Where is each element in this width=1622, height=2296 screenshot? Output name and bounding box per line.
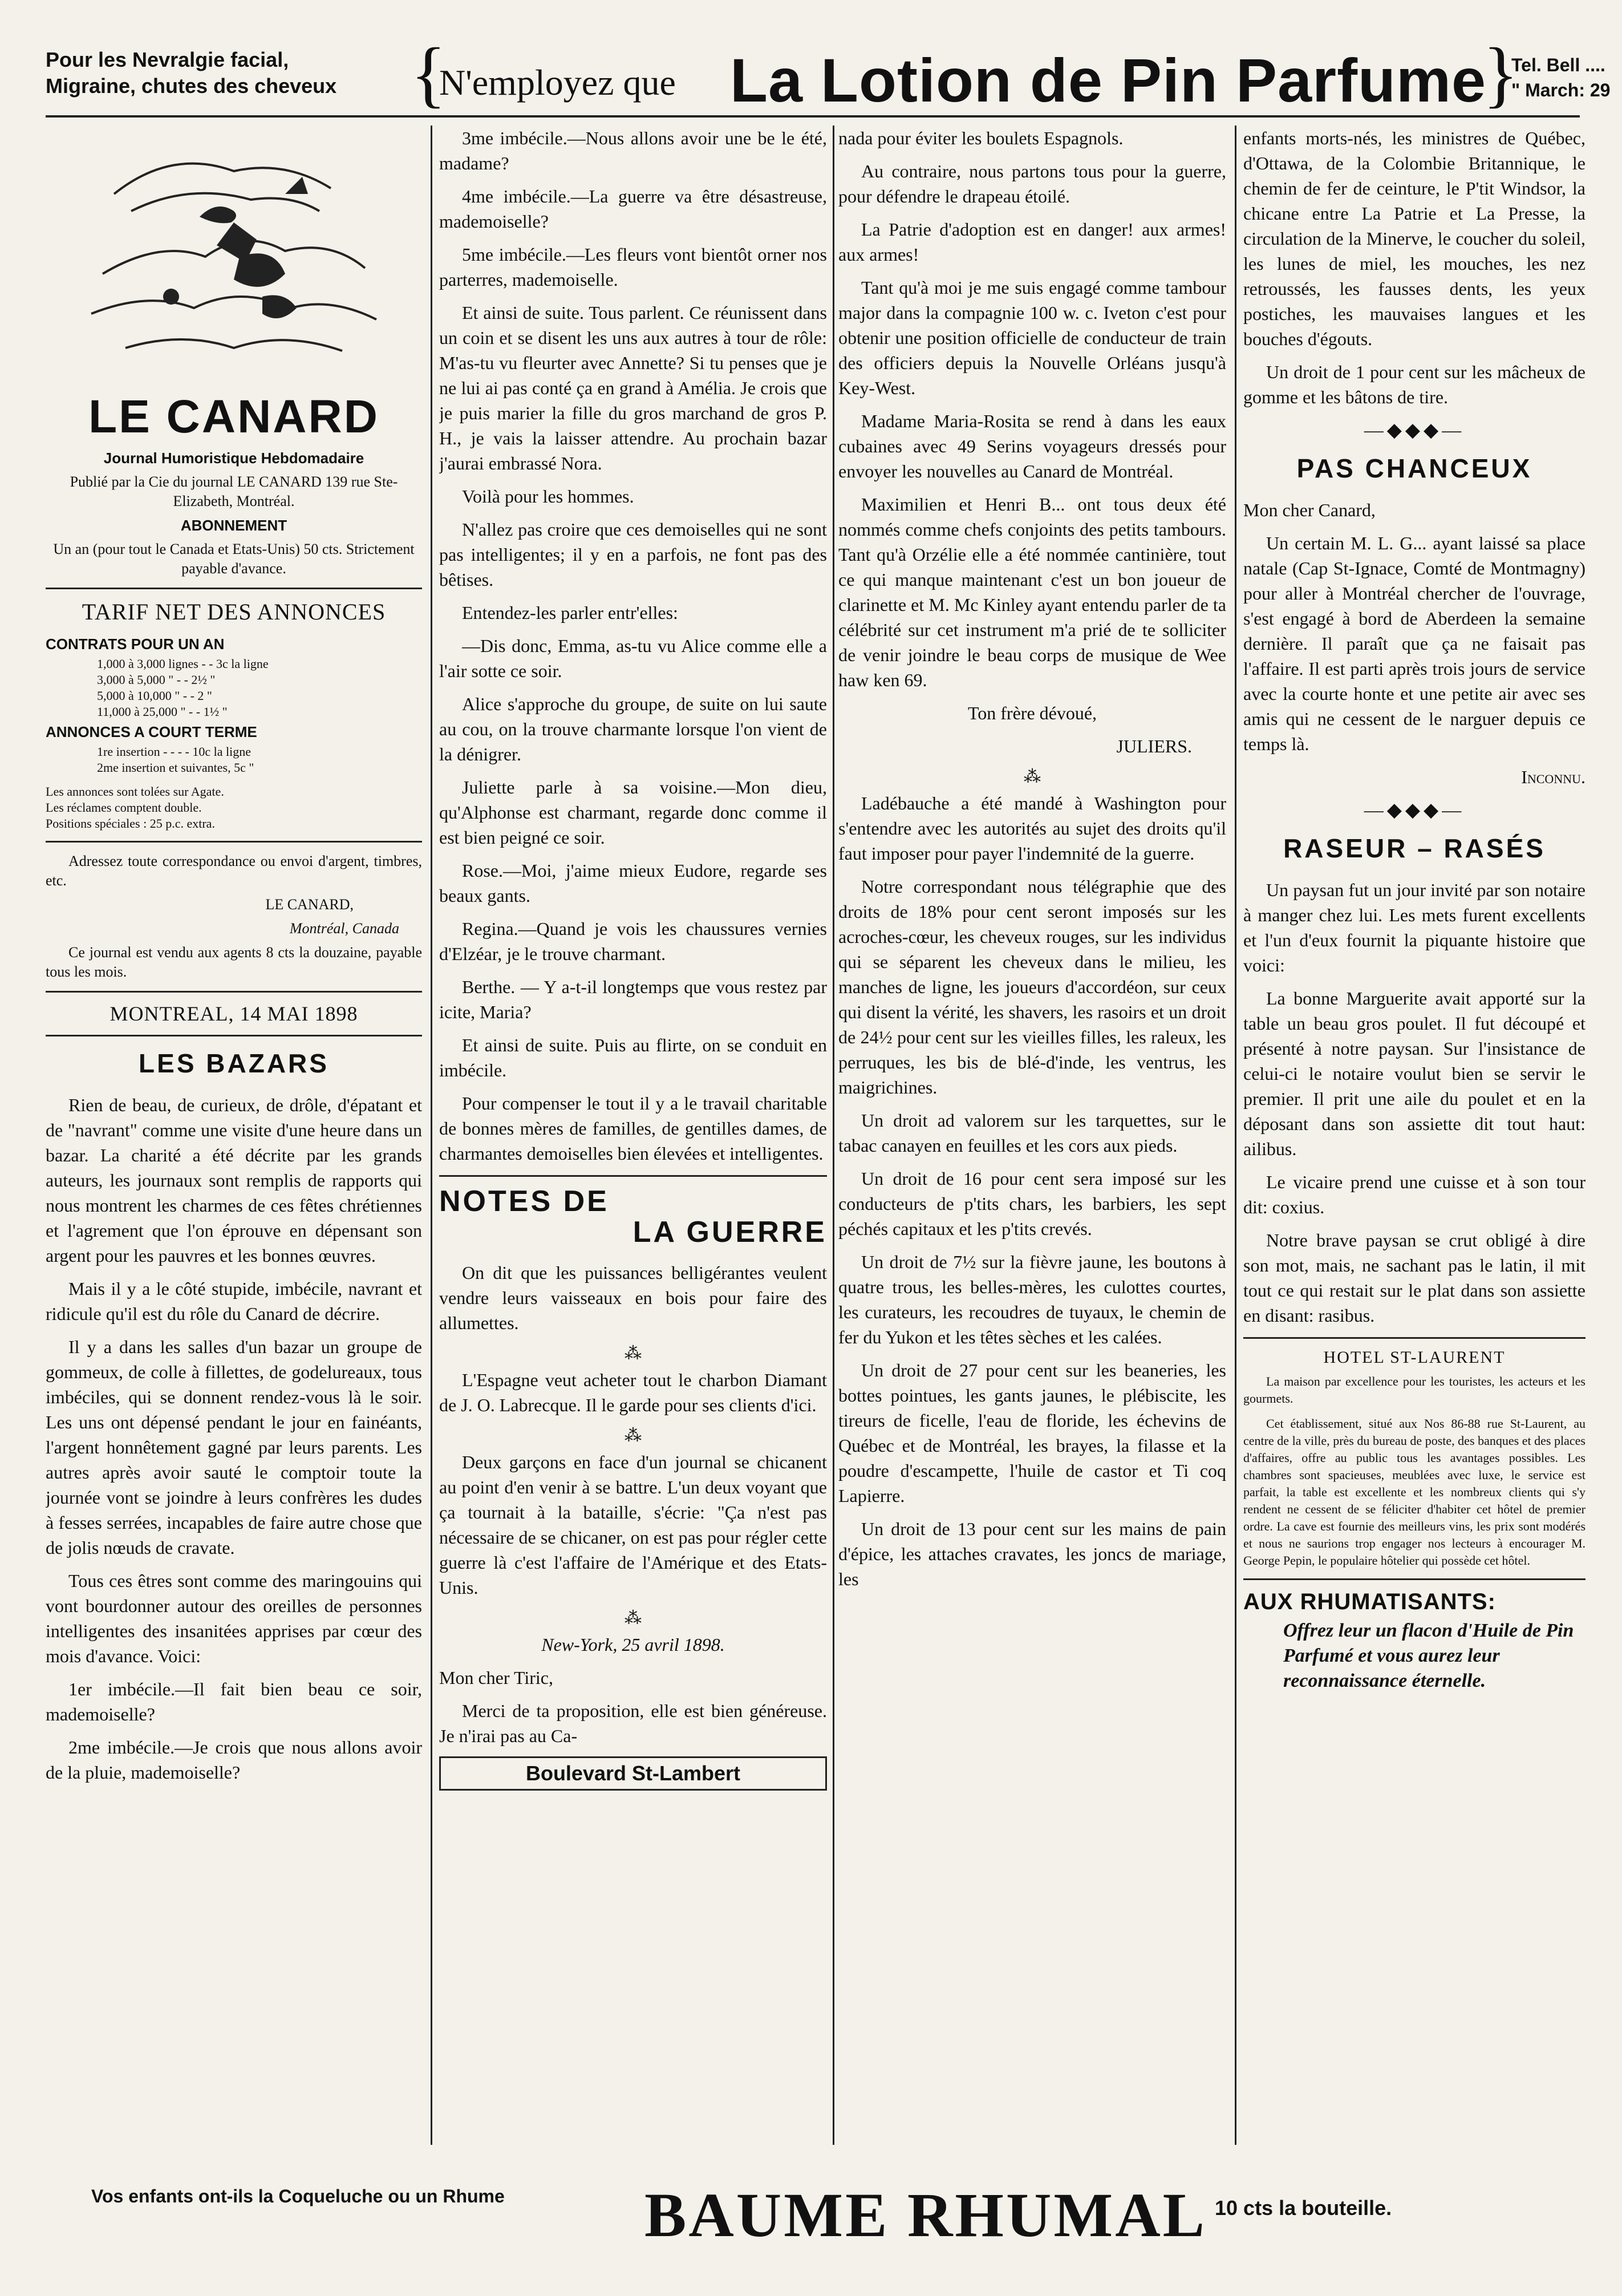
article-paragraph: Madame Maria-Rosita se rend à dans les eaux cubaines avec 49 Serins voyageurs dressés pour envoyer les nouvelles au Canard de Montréal.	[838, 411, 1226, 481]
article-paragraph: Mais il y a le côté stupide, imbécile, navrant et ridicule qu'il est du rôle du Canard de décrire.	[46, 1278, 422, 1324]
article-paragraph: Un droit de 1 pour cent sur les mâcheux de gomme et les bâtons de tire.	[1243, 362, 1585, 407]
article-paragraph: Et ainsi de suite. Puis au flirte, on se conduit en imbécile.	[439, 1035, 827, 1080]
article-paragraph: Un droit de 13 pour cent sur les mains de pain d'épice, les attaches cravates, les joncs de mariage, les	[838, 1518, 1226, 1589]
article-paragraph: Berthe. — Y a-t-il longtemps que vous restez par icite, Maria?	[439, 977, 827, 1022]
letter-signature: JULIERS.	[1116, 736, 1192, 756]
article-paragraph: nada pour éviter les boulets Espagnols.	[838, 128, 1124, 148]
ad-note: Les annonces sont tolées sur Agate.	[46, 784, 224, 799]
article-paragraph: Ladébauche a été mandé à Washington pour s'entendre avec les autorités au sujet des droits qu'il faut imposer pour payer l'indemnité de la guerre.	[838, 793, 1226, 864]
article-paragraph: 2me imbécile.—Je crois que nous allons avoir de la pluie, mademoiselle?	[46, 1737, 422, 1783]
header-lead: N'employez que	[439, 62, 676, 103]
article-paragraph: Au contraire, nous partons tous pour la guerre, pour défendre le drapeau étoilé.	[838, 161, 1226, 206]
header-rule	[46, 115, 1580, 118]
column-1	[46, 125, 422, 2156]
masthead-title: LE CANARD	[88, 391, 379, 443]
header-brand: La Lotion de Pin Parfume	[730, 46, 1487, 115]
article-paragraph: Voilà pour les hommes.	[462, 486, 634, 507]
ad-notes	[46, 784, 422, 832]
abonnement-label: ABONNEMENT	[180, 517, 287, 534]
article-paragraph: Merci de ta proposition, elle est bien généreuse. Je n'irai pas au Ca-	[439, 1700, 827, 1746]
article-paragraph: Il y a dans les salles d'un bazar un groupe de gommeux, de colle à fillettes, de godelureaux, tous imbéciles, qui se donnent rendez-vous là le soir. Les uns ont dépensé pendant le jour en fainéants, l'argent honnêtement gagné par leurs parents. Les autres après avoir sauté le comptoir toute la journée vont se joindre à leurs confrères les dudes à fesses serrées, incapables de faire autre chose que de jolis nœuds de cravate.	[46, 1337, 422, 1558]
article-paragraph: Maximilien et Henri B... ont tous deux été nommés comme chefs conjoints des petits tambours. Tant qu'à Orzélie elle a été nommée cantinière, tout ce qui manque maintenant c'est un bon joueur de clarinette et M. Mc Kinley ayant entendu parler de ta célébrité sur cet instrument m'a prié de te solliciter de venir joindre le beau corps de musique de Wee haw ken 69.	[838, 494, 1226, 690]
divider	[46, 1035, 422, 1036]
divider	[1243, 1337, 1585, 1339]
header-banner	[46, 33, 1611, 115]
boulevard-box: Boulevard St-Lambert	[439, 1756, 827, 1791]
duck-vignette-icon	[46, 125, 422, 388]
article-paragraph: On dit que les puissances belligérantes veulent vendre leurs vaisseaux en bois pour faire des allumettes.	[439, 1262, 827, 1333]
article-paragraph: Un droit ad valorem sur les tarquettes, sur le tabac canayen en feuilles et les cors aux pieds.	[838, 1110, 1226, 1156]
publisher-info: Publié par la Cie du journal LE CANARD 139 rue Ste-Elizabeth, Montréal.	[70, 473, 398, 509]
asterism-separator: ⁂	[1024, 767, 1041, 786]
article-paragraph: Notre brave paysan se crut obligé à dire son mot, mais, ne sachant pas le latin, il mit tout ce qui restait sur le plat dans son assiette en disant: rasibus.	[1243, 1230, 1585, 1326]
pas-chanceux-title: PAS CHANCEUX	[1296, 453, 1532, 483]
divider	[46, 991, 422, 993]
header-right-line-1: Tel. Bell ....	[1511, 55, 1605, 75]
article-paragraph: La bonne Marguerite avait apporté sur la table un beau gros poulet. Il fut découpé et présenté à notre paysan. Sur l'insistance de celui-ci le notaire voulut bien se servir le premier. Il prit une aile du poulet et en la déposant dans son assiette dit tout haut: ailibus.	[1243, 988, 1585, 1159]
ad-note: Positions spéciales : 25 p.c. extra.	[46, 816, 215, 831]
ad-note: Les réclames comptent double.	[46, 800, 202, 815]
letter-salutation: Mon cher Canard,	[1243, 500, 1376, 520]
address-line-2: Montréal, Canada	[289, 920, 399, 937]
article-paragraph: 5me imbécile.—Les fleurs vont bientôt orner nos parterres, mademoiselle.	[439, 244, 827, 290]
header-left-text	[46, 47, 388, 99]
masthead-subtitle: Journal Humoristique Hebdomadaire	[103, 450, 364, 467]
hotel-paragraph: La maison par excellence pour les touristes, les acteurs et les gourmets.	[1243, 1374, 1585, 1406]
article-paragraph: Deux garçons en face d'un journal se chicanent au point d'en venir à se battre. L'un deux voyant que ça tournait à la bataille, s'écrie: "Ça n'est pas nécessaire de se chicaner, on est pas pour régler cette guerre là c'est l'affaire de l'Amérique et des Etats-Unis.	[439, 1452, 827, 1598]
column-rule-3	[1235, 125, 1236, 2145]
article-paragraph: Un droit de 16 pour cent sera imposé sur les conducteurs de p'tits chars, les barbiers, les sept péchés capitaux et les p'tits crevés.	[838, 1168, 1226, 1239]
article-paragraph: Le vicaire prend une cuisse et à son tour dit: coxius.	[1243, 1172, 1585, 1217]
right-brace: }	[1483, 33, 1519, 115]
raseur-title: RASEUR – RASÉS	[1283, 833, 1546, 863]
header-left-line-2: Migraine, chutes des cheveux	[46, 74, 337, 98]
header-right-text	[1511, 52, 1610, 103]
footer-ad	[46, 2162, 1585, 2276]
rate-row: 3,000 à 5,000 " - - 2½ "	[97, 673, 216, 687]
article-paragraph: Pour compenser le tout il y a le travail charitable de bonnes mères de familles, de gentilles dames, de charmantes demoiselles bien élevées et intelligentes.	[439, 1093, 827, 1164]
article-paragraph: Alice s'approche du groupe, de suite on lui saute au cou, on la trouve charmante lorsque l'on vient de la dénigrer.	[439, 694, 827, 764]
bazars-title: LES BAZARS	[139, 1048, 329, 1078]
article-paragraph: 4me imbécile.—La guerre va être désastreuse, mademoiselle?	[439, 186, 827, 232]
article-paragraph: —Dis donc, Emma, as-tu vu Alice comme elle a l'air sotte ce soir.	[439, 635, 827, 681]
article-paragraph: Un droit de 27 pour cent sur les beaneries, les bottes pointues, les gants jaunes, le plébiscite, les tireurs de ficelle, l'eau de floride, les échevins de Québec et de Montréal, les brayes, la filasse et la poudre d'escampette, l'huile de castor et Ti coq Lapierre.	[838, 1360, 1226, 1506]
promo-body: Offrez leur un flacon d'Huile de Pin Parfumé et vous aurez leur reconnaissance éternelle.	[1283, 1620, 1574, 1691]
hotel-paragraph: Cet établissement, situé aux Nos 86-88 rue St-Laurent, au centre de la ville, près du bureau de poste, des banques et des places d'affaires, offre au public tous les avantages possibles. Les chambres sont spacieuses, meublées avec luxe, le service est parfait, la table est excellente et les nombreux clients qui s'y rendent ne cessent de se féliciter d'habiter cet hôtel de premier ordre. La cave est fournie des meilleurs vins, les prix sont modérés et nous ne saurions trop engager nos lecteurs à encourager M. George Pepin, le populaire hôtelier qui possède cet hôtel.	[1243, 1416, 1585, 1568]
hotel-title: HOTEL ST-LAURENT	[1323, 1348, 1506, 1367]
article-paragraph: Tant qu'à moi je me suis engagé comme tambour major dans la compagnie 100 w. c. Iveton c'est pour obtenir une position officielle de conducteur de train des officiers depuis la Nouvelle Orléans jusqu'à Key-West.	[838, 277, 1226, 398]
column-4	[1243, 125, 1585, 2156]
rate-row: 1re insertion - - - - 10c la ligne	[97, 744, 252, 759]
notes-guerre-title	[439, 1186, 827, 1248]
tarif-heading: TARIF NET DES ANNONCES	[82, 599, 386, 625]
divider	[1243, 1578, 1585, 1580]
contrats-label: CONTRATS POUR UN AN	[46, 635, 225, 653]
ornament-divider: —◆◆◆—	[1364, 800, 1465, 821]
article-paragraph: N'allez pas croire que ces demoiselles qui ne sont pas intelligentes; il y en a parfois, ne font pas des bêtises.	[439, 519, 827, 590]
article-paragraph: Notre correspondant nous télégraphie que des droits de 18% pour cent seront imposés sur les acroches-cœur, les cheveux rouges, sur les individus qui se séparent les cheveux dans le milieu, les manches de ligne, les joueurs d'accordéon, sur ceux qui disent la vérité, les shavers, les rasoirs et un droit de 24½ pour cent sur les vieilles filles, les raleux, les perruques, les bis de blé-d'inde, les ventrus, les maigrichines.	[838, 876, 1226, 1098]
article-paragraph: Rien de beau, de curieux, de drôle, d'épatant et de "navrant" comme une visite d'une heure dans un bazar. La charité a été décrite par les grands auteurs, les journaux sont remplis de rapports qui nous montrent les charmes de ces fêtes chrétiennes et l'agrement que l'on éprouve en dépensant son argent pour les pauvres et les bonnes œuvres.	[46, 1095, 422, 1266]
header-right-line-2: " March: 29	[1511, 80, 1611, 100]
header-left-line-1: Pour les Nevralgie facial,	[46, 48, 289, 71]
article-paragraph: Un certain M. L. G... ayant laissé sa place natale (Cap St-Ignace, Comté de Montmagny) pour aller à Montréal chercher de l'ouvrage, s'est engagé à bord de Aberdeen la semaine dernière. Il paraît que ça ne faisait pas l'affaire. Il est parti après trois jours de service avec la courte honte et une petite air avec ses amis qui ne cessent de le narguer depuis ce temps là.	[1243, 533, 1585, 754]
column-2	[439, 125, 827, 2156]
address-line-1: LE CANARD,	[265, 896, 354, 913]
footer-ad-left: Vos enfants ont-ils la Coqueluche ou un Rhume	[91, 2186, 505, 2206]
left-brace: {	[411, 33, 447, 115]
asterism-separator: ⁂	[625, 1426, 642, 1445]
article-signature: Inconnu.	[1521, 767, 1585, 787]
masthead-logo-illustration	[46, 125, 422, 388]
article-paragraph: Regina.—Quand je vois les chaussures vernies d'Elzéar, je le trouve charmant.	[439, 918, 827, 964]
address-instructions: Adressez toute correspondance ou envoi d'argent, timbres, etc.	[46, 853, 422, 889]
dateline: MONTREAL, 14 MAI 1898	[110, 1002, 358, 1025]
letter-salutation: Mon cher Tiric,	[439, 1667, 553, 1688]
article-paragraph: enfants morts-nés, les ministres de Québec, d'Ottawa, de la Colombie Britannique, le chemin de fer de ceinture, le P'tit Windsor, la chicane entre La Patrie et La Presse, la circulation de la Minerve, le coucher du soleil, les lunes de miel, les mouches, les nez retroussés, les fausses dents, les yeux postiches, les mauvaises langues et les bouches d'égouts.	[1243, 128, 1585, 349]
article-paragraph: Un droit de 7½ sur la fièvre jaune, les boutons à quatre trous, les belles-mères, les culottes courtes, les curateurs, les recoudres de tuyaux, le chemin de fer du Yukon et les têtes sèches et les calées.	[838, 1252, 1226, 1347]
rate-row: 1,000 à 3,000 lignes - - 3c la ligne	[97, 657, 269, 671]
court-terme-label: ANNONCES A COURT TERME	[46, 723, 257, 740]
rate-row: 11,000 à 25,000 " - - 1½ "	[97, 704, 228, 719]
letter-date: New-York, 25 avril 1898.	[541, 1634, 725, 1655]
letter-signoff: Ton frère dévoué,	[967, 703, 1097, 723]
court-terme-rates	[97, 744, 422, 776]
abonnement-text: Un an (pour tout le Canada et Etats-Unis) 50 cts. Strictement payable d'avance.	[53, 541, 415, 577]
notes-title-line-2: LA GUERRE	[632, 1216, 827, 1249]
divider	[439, 1175, 827, 1177]
footer-ad-brand: BAUME RHUMAL	[644, 2180, 1207, 2250]
rate-row: 2me insertion et suivantes, 5c "	[97, 760, 254, 775]
column-rule-2	[833, 125, 834, 2145]
column-3	[838, 125, 1226, 2156]
divider	[46, 841, 422, 843]
article-paragraph: Entendez-les parler entr'elles:	[462, 602, 678, 623]
article-paragraph: La Patrie d'adoption est en danger! aux armes! aux armes!	[838, 219, 1226, 265]
notes-title-line-1: NOTES DE	[439, 1185, 609, 1218]
ornament-divider: —◆◆◆—	[1364, 420, 1465, 441]
sale-notice: Ce journal est vendu aux agents 8 cts la douzaine, payable tous les mois.	[46, 944, 422, 980]
article-paragraph: 3me imbécile.—Nous allons avoir une be le été, madame?	[439, 128, 827, 173]
footer-ad-right: 10 cts la bouteille.	[1215, 2196, 1392, 2220]
article-paragraph: 1er imbécile.—Il fait bien beau ce soir, mademoiselle?	[46, 1679, 422, 1724]
article-paragraph: Et ainsi de suite. Tous parlent. Ce réunissent dans un coin et se disent les uns aux autres à tour de rôle: M'as-tu vu fleurter avec Annette? Si tu penses que je ne lui ai pas conté ça en grand à Amélia. Je crois que je puis marier la fille du gros marchand de gros P. H., je vais la laisser attendre. Au prochain bazar j'aurai embrassé Nora.	[439, 302, 827, 473]
hotel-ad	[1243, 1373, 1585, 1569]
article-paragraph: Tous ces êtres sont comme des maringouins qui vont bourdonner autour des oreilles de personnes intelligentes des insanitées apprises par cœur des mois d'avance. Voici:	[46, 1570, 422, 1666]
article-paragraph: Rose.—Moi, j'aime mieux Eudore, regarde ses beaux gants.	[439, 860, 827, 906]
divider	[46, 588, 422, 589]
article-paragraph: L'Espagne veut acheter tout le charbon Diamant de J. O. Labrecque. Il le garde pour ses clients d'ici.	[439, 1370, 827, 1415]
article-paragraph: Un paysan fut un jour invité par son notaire à manger chez lui. Les mets furent excellents et l'un d'eux fournit la piquante histoire que voici:	[1243, 880, 1585, 975]
contrats-rates	[97, 656, 422, 720]
column-rule-1	[431, 125, 432, 2145]
promo-title: AUX RHUMATISANTS:	[1243, 1589, 1496, 1614]
article-paragraph: Juliette parle à sa voisine.—Mon dieu, qu'Alphonse est charmant, regarde donc comme il est bien peigné ce soir.	[439, 777, 827, 848]
rate-row: 5,000 à 10,000 " - - 2 "	[97, 689, 212, 703]
asterism-separator: ⁂	[625, 1609, 642, 1627]
asterism-separator: ⁂	[625, 1344, 642, 1363]
